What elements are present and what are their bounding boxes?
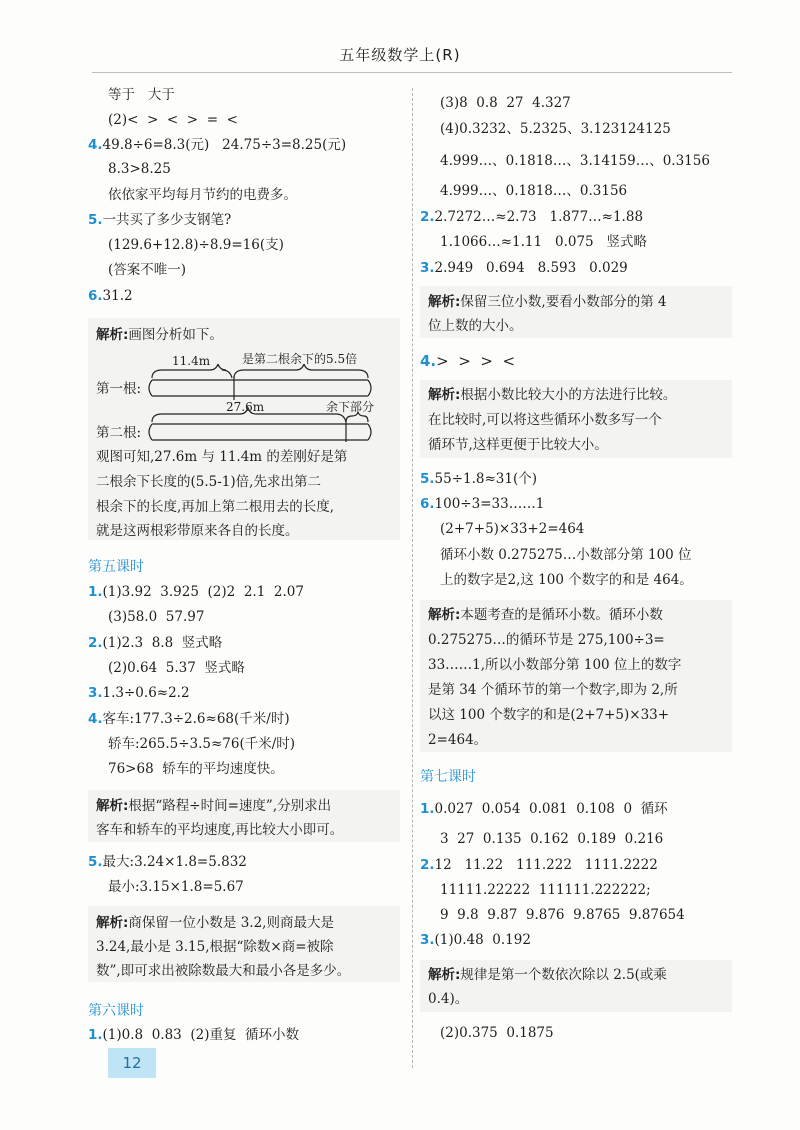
analysis-text: 33……1,所以小数部分第 100 位上的数字 xyxy=(428,657,682,673)
analysis-label: 解析: xyxy=(428,967,461,983)
question-4 xyxy=(420,352,515,370)
text-line: 4.999…、0.1818…、3.14159…、0.3156 xyxy=(440,153,710,169)
question-number: 3. xyxy=(420,260,435,276)
question-2 xyxy=(88,634,222,652)
text-line: 0.027 0.054 0.081 0.108 0 循环 xyxy=(434,801,668,817)
diagram-length-2: 27.6m xyxy=(226,400,265,414)
question-1 xyxy=(88,583,304,601)
analysis-line xyxy=(96,797,331,815)
text-line: (4)0.3232、5.2325、3.123124125 xyxy=(440,121,671,137)
text-line: (答案不唯一) xyxy=(108,262,187,278)
text-line: 12 11.22 111.222 1111.2222 xyxy=(434,857,658,873)
text-line: 轿车:265.5÷3.5≈76(千米/时) xyxy=(108,736,296,752)
text-line: 31.2 xyxy=(102,288,133,304)
analysis-text: 规律是第一个数依次除以 2.5(或乘 xyxy=(460,967,667,983)
question-number: 6. xyxy=(420,496,435,512)
diagram-label-second: 第二根: xyxy=(96,425,142,441)
analysis-text: 2=464。 xyxy=(428,732,488,748)
analysis-text: 二根余下长度的(5.5-1)倍,先求出第二 xyxy=(96,474,321,490)
text-line: 客车:177.3÷2.6≈68(千米/时) xyxy=(102,711,290,727)
text-line: 4.999…、0.1818…、0.3156 xyxy=(440,183,628,199)
text-line: 8.3>8.25 xyxy=(108,161,171,177)
analysis-text: 保留三位小数,要看小数部分的第 4 xyxy=(460,294,667,310)
page-number: 12 xyxy=(108,1048,156,1078)
diagram-note-2: 余下部分 xyxy=(326,400,375,414)
analysis-text: 0.4)。 xyxy=(428,991,469,1007)
section-title-lesson-7: 第七课时 xyxy=(420,769,476,785)
text-line: 9 9.8 9.87 9.876 9.8765 9.87654 xyxy=(440,907,685,923)
text-line: (129.6+12.8)÷8.9=16(支) xyxy=(108,237,284,253)
question-1 xyxy=(420,800,668,818)
question-1 xyxy=(88,1026,299,1044)
question-number: 6. xyxy=(88,288,103,304)
question-number: 3. xyxy=(420,932,435,948)
header-rule xyxy=(92,72,732,73)
text-line: (1)0.8 0.83 (2)重复 循环小数 xyxy=(102,1027,300,1043)
question-2 xyxy=(420,856,658,874)
text-line: (3)58.0 57.97 xyxy=(108,609,205,625)
question-number: 4. xyxy=(88,711,103,727)
question-5 xyxy=(88,853,247,871)
text-line: 100÷3=33……1 xyxy=(434,496,545,512)
analysis-line xyxy=(428,293,667,311)
text-line: 55÷1.8≈31(个) xyxy=(434,471,538,487)
analysis-text: 位上数的大小。 xyxy=(428,318,523,334)
text-line: (3)8 0.8 27 4.327 xyxy=(440,95,571,111)
question-6 xyxy=(420,495,544,513)
text-line: 等于 大于 xyxy=(108,87,175,103)
analysis-text: 观图可知,27.6m 与 11.4m 的差刚好是第 xyxy=(96,449,348,465)
analysis-text: 0.275275…的循环节是 275,100÷3= xyxy=(428,632,665,648)
brace-remaining-part xyxy=(346,412,368,422)
text-line: 2.949 0.694 8.593 0.029 xyxy=(434,260,628,276)
ribbon-diagram xyxy=(140,364,390,444)
analysis-label: 解析: xyxy=(428,387,461,403)
analysis-text: 3.24,最小是 3.15,根据“除数×商=被除 xyxy=(96,939,334,955)
question-4 xyxy=(88,136,346,154)
section-title-lesson-6: 第六课时 xyxy=(88,1003,144,1019)
question-number: 2. xyxy=(88,635,103,651)
analysis-label: 解析: xyxy=(428,607,461,623)
text-line: 49.8÷6=8.3(元) 24.75÷3=8.25(元) xyxy=(102,137,347,153)
first-ribbon-bar xyxy=(149,380,371,396)
text-line: 2.7272…≈2.73 1.877…≈1.88 xyxy=(434,209,644,225)
analysis-line xyxy=(428,966,667,984)
analysis-line xyxy=(96,326,223,344)
analysis-text: 画图分析如下。 xyxy=(128,327,223,343)
text-line: 1.3÷0.6≈2.2 xyxy=(102,685,190,701)
column-divider xyxy=(412,88,413,1068)
diagram-length-1: 11.4m xyxy=(172,354,211,368)
analysis-label: 解析: xyxy=(428,294,461,310)
analysis-line xyxy=(428,606,663,624)
text-line: 循环小数 0.275275…小数部分第 100 位 xyxy=(440,547,692,563)
question-number: 1. xyxy=(88,1027,103,1043)
analysis-text: 是第 34 个循环节的第一个数字,即为 2,所 xyxy=(428,682,678,698)
text-line: (2)< > < > = < xyxy=(108,112,238,128)
analysis-line xyxy=(96,914,334,932)
text-line: 11111.22222 111111.222222; xyxy=(440,882,651,898)
second-ribbon-bar xyxy=(149,424,371,440)
analysis-text: 数”,即可求出被除数最大和最小各是多少。 xyxy=(96,963,351,979)
question-number: 4. xyxy=(420,352,437,370)
question-3 xyxy=(88,684,190,702)
analysis-text: 客车和轿车的平均速度,再比较大小即可。 xyxy=(96,822,344,838)
analysis-line xyxy=(428,386,676,404)
question-2 xyxy=(420,208,643,226)
analysis-text: 以这 100 个数字的和是(2+7+5)×33+ xyxy=(428,707,670,723)
text-line: (2+7+5)×33+2=464 xyxy=(440,521,585,537)
text-line: (1)3.92 3.925 (2)2 2.1 2.07 xyxy=(102,584,304,600)
section-title-lesson-5: 第五课时 xyxy=(88,559,144,575)
analysis-text: 循环节,这样更便于比较大小。 xyxy=(428,437,608,453)
text-line: 76>68 轿车的平均速度快。 xyxy=(108,761,284,777)
question-5 xyxy=(88,211,231,229)
brace-27-6m xyxy=(152,408,346,422)
analysis-label: 解析: xyxy=(96,798,129,814)
question-number: 5. xyxy=(420,471,435,487)
brace-11-4m xyxy=(152,364,232,378)
analysis-text: 本题考查的是循环小数。循环小数 xyxy=(460,607,663,623)
page-header-title: 五年级数学上(R) xyxy=(339,46,461,64)
analysis-text: 就是这两根彩带原来各自的长度。 xyxy=(96,523,299,539)
text-line: 3 27 0.135 0.162 0.189 0.216 xyxy=(440,831,664,847)
text-line: 上的数字是2,这 100 个数字的和是 464。 xyxy=(440,572,693,588)
text-line: 一共买了多少支钢笔? xyxy=(102,212,232,228)
question-4 xyxy=(88,710,290,728)
question-number: 2. xyxy=(420,857,435,873)
text-line: 最大:3.24×1.8=5.832 xyxy=(102,854,247,870)
question-number: 3. xyxy=(88,685,103,701)
question-5 xyxy=(420,470,537,488)
diagram-label-first: 第一根: xyxy=(96,381,142,397)
text-line: (1)2.3 8.8 竖式略 xyxy=(102,635,223,651)
analysis-text: 在比较时,可以将这些循环小数多写一个 xyxy=(428,412,662,428)
text-line: (2)0.64 5.37 竖式略 xyxy=(108,660,245,676)
analysis-text: 根据“路程÷时间=速度”,分别求出 xyxy=(128,798,332,814)
question-number: 4. xyxy=(88,137,103,153)
question-number: 5. xyxy=(88,212,103,228)
text-line: (2)0.375 0.1875 xyxy=(440,1025,554,1041)
question-number: 1. xyxy=(88,584,103,600)
diagram-note-1: 是第二根余下的5.5倍 xyxy=(242,352,358,366)
question-3 xyxy=(420,259,628,277)
analysis-text: 根据小数比较大小的方法进行比较。 xyxy=(460,387,677,403)
analysis-label: 解析: xyxy=(96,915,129,931)
analysis-text: 商保留一位小数是 3.2,则商最大是 xyxy=(128,915,334,931)
question-number: 1. xyxy=(420,801,435,817)
brace-remainder-multiple xyxy=(234,364,368,378)
text-line: 最小:3.15×1.8=5.67 xyxy=(108,879,244,895)
question-3 xyxy=(420,931,531,949)
text-line: 依依家平均每月节约的电费多。 xyxy=(108,187,297,203)
analysis-label: 解析: xyxy=(96,327,129,343)
text-line: (1)0.48 0.192 xyxy=(434,932,531,948)
question-number: 2. xyxy=(420,209,435,225)
text-line: 1.1066…≈1.11 0.075 竖式略 xyxy=(440,234,648,250)
question-6 xyxy=(88,287,133,305)
text-line: > > > < xyxy=(436,352,516,370)
analysis-text: 根余下的长度,再加上第二根用去的长度, xyxy=(96,499,335,515)
question-number: 5. xyxy=(88,854,103,870)
